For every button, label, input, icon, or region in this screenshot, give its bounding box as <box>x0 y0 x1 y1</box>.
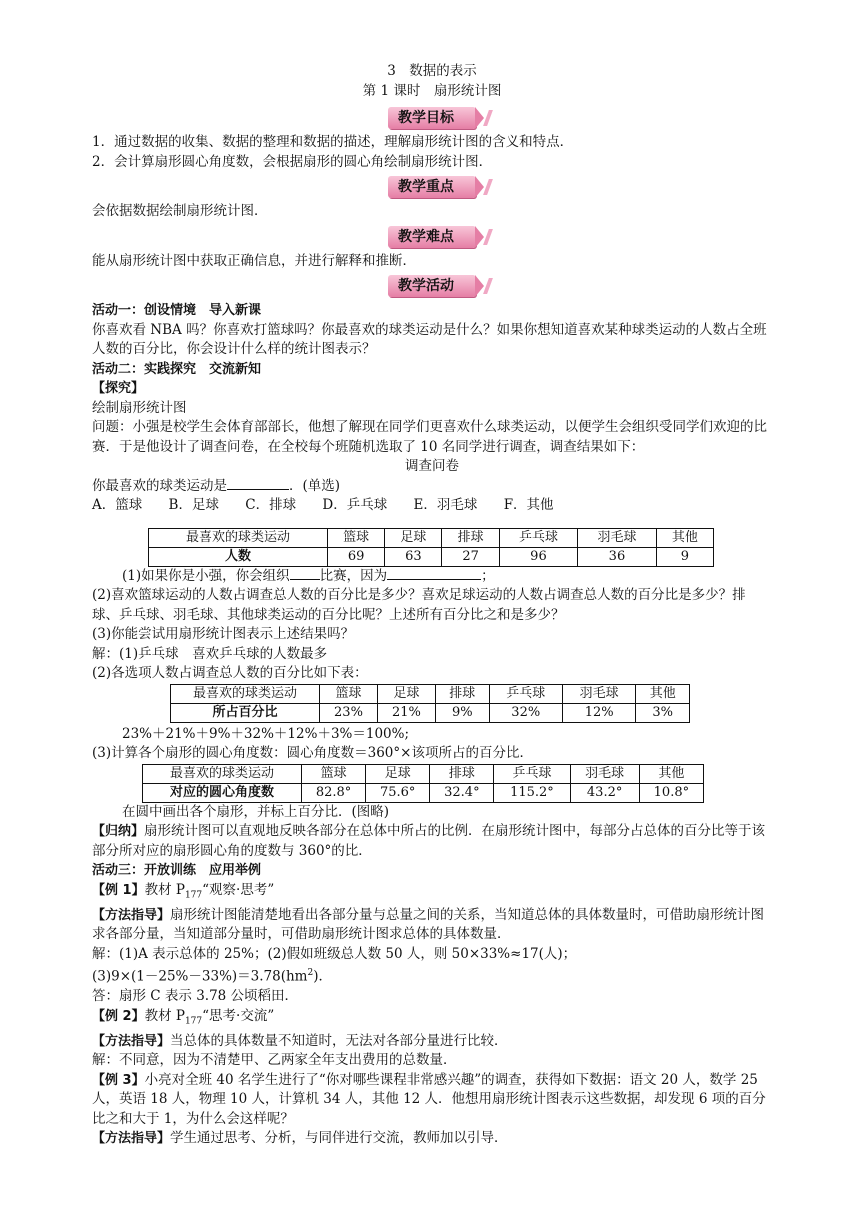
option-c: C．排球 <box>245 497 297 513</box>
table-angles: 最喜欢的球类运动 篮球 足球 排球 乒乓球 羽毛球 其他 对应的圆心角度数 82.8° 75.6° 32.4° 115.2° 43.2° 10.8° <box>142 764 704 803</box>
option-a: A．篮球 <box>92 497 143 513</box>
survey-title: 调查问卷 <box>405 458 459 474</box>
activity-1-heading: 活动一：创设情境 导入新课 <box>92 303 262 318</box>
key-point: 会依据数据绘制扇形统计图． <box>92 203 268 219</box>
option-b: B．足球 <box>168 497 219 513</box>
option-f: F．其他 <box>503 497 554 513</box>
method-1: 【方法指导】扇形统计图能清楚地看出各部分量与总量之间的关系，当知道总体的具体数量时，可借助扇形统计图求各部分量，当知道部分量时，可借助扇形统计图求总体的具体数量． <box>92 906 765 943</box>
answer-3: (3)计算各个扇形的圆心角度数：圆心角度数＝360°×该项所占的百分比． <box>92 745 533 761</box>
banner-activity: 教学活动 <box>388 275 476 297</box>
option-e: E．羽毛球 <box>413 497 478 513</box>
solution-2: 解：不同意，因为不清楚甲、乙两家全年支出费用的总数量． <box>92 1052 457 1069</box>
draw-note: 在圆中画出各个扇形，并标上百分比．(图略) <box>122 803 390 820</box>
example-3: 【例 3】小亮对全班 40 名学生进行了“你对哪些课程非常感兴趣”的调查，获得如下数据：语文 20 人，数学 25 人，英语 18 人，物理 10 人，计算机 34 人，其他 12 人．他想用扇形统计图表示这些数据，却发现 6 项的百分比之和大于 1，为什么会这样呢？ <box>92 1071 766 1127</box>
goal-2: 2．会计算扇形圆心角度数，会根据扇形的圆心角绘制扇形统计图． <box>92 153 493 170</box>
activity-1-text: 你喜欢看 NBA 吗？你喜欢打篮球吗？你最喜欢的球类运动是什么？如果你想知道喜欢某种球类运动的人数占全班人数的百分比，你会设计什么样的统计图表示？ <box>92 321 767 357</box>
method-2: 【方法指导】当总体的具体数量不知道时，无法对各部分量进行比较． <box>92 1032 508 1049</box>
explore-tag: 【探究】 <box>92 381 145 396</box>
example-2: 【例 2】教材 $P_{177}“$思考·交流” <box>92 1007 275 1027</box>
problem-text: 问题：小强是校学生会体育部部长，他想了解现在同学们更喜欢什么球类运动，以便学生会组织受同学们欢迎的比赛．于是他设计了调查问卷，在全校每个班随机选取了 10 名同学进行调查，调查结果如下： <box>92 419 767 455</box>
question-1: (1)如果你是小强，你会组织 比赛，因为 ； <box>122 567 495 584</box>
answer-1: 解：(1)乒乓球 喜欢乒乓球的人数最多 <box>92 645 328 662</box>
percent-sum: 23%＋21%＋9%＋32%＋12%＋3%＝100%; <box>122 725 410 742</box>
banner-key: 教学重点 <box>388 176 476 198</box>
activity-3-heading: 活动三：开放训练 应用举例 <box>92 863 262 878</box>
question-3: (3)你能尝试用扇形统计图表示上述结果吗？ <box>92 626 355 642</box>
activity-2-heading: 活动二：实践探究 交流新知 <box>92 361 262 377</box>
banner-goals: 教学目标 <box>388 107 476 129</box>
goal-1: 1．通过数据的收集、数据的整理和数据的描述，理解扇形统计图的含义和特点． <box>92 134 574 150</box>
table-percent: 最喜欢的球类运动 篮球 足球 排球 乒乓球 羽毛球 其他 所占百分比 23% 21% 9% 32% 12% 3% <box>170 684 690 723</box>
difficult-point: 能从扇形统计图中获取正确信息，并进行解释和推断． <box>92 252 416 269</box>
lesson-subtitle: 第 1 课时 扇形统计图 <box>362 82 502 99</box>
table-counts: 最喜欢的球类运动 篮球 足球 排球 乒乓球 羽毛球 其他 人数 69 63 27 96 36 9 <box>148 528 714 567</box>
option-d: D．乒乓球 <box>322 497 388 513</box>
survey-question: 你最喜欢的球类运动是 ．(单选) <box>92 477 341 494</box>
survey-options <box>92 496 772 516</box>
banner-difficult: 教学难点 <box>388 226 476 248</box>
draw-heading: 绘制扇形统计图 <box>92 399 187 416</box>
example-1: 【例 1】教材 $P_{177}“$观察·思考” <box>92 881 275 901</box>
document-page <box>92 62 772 1149</box>
question-2: (2)喜欢篮球运动的人数占调查总人数的百分比是多少？喜欢足球运动的人数占调查总人数的百分比是多少？排球、乒乓球、羽毛球、其他球类运动的百分比呢？上述所有百分比之和是多少？ <box>92 587 746 623</box>
solution-1a: 解：(1)A 表示总体的 25%；(2)假如班级总人数 50 人，则 50×33%≈17(人)； <box>92 945 577 962</box>
method-3: 【方法指导】学生通过思考、分析，与同伴进行交流，教师加以引导． <box>92 1130 508 1147</box>
solution-1b: $(3)9\times(1-25\%-33\%)=3.78(hm^2)$． <box>92 968 332 985</box>
answer-2: (2)各选项人数占调查总人数的百分比如下表： <box>92 665 368 681</box>
solution-1c: 答：扇形 C 表示 3.78 公顷稻田． <box>92 988 299 1005</box>
lesson-title: 3 数据的表示 <box>387 63 477 79</box>
summary: 【归纳】扇形统计图可以直观地反映各部分在总体中所占的比例．在扇形统计图中，每部分占总体的百分比等于该部分所对应的扇形圆心角的度数与 360°的比． <box>92 823 766 859</box>
